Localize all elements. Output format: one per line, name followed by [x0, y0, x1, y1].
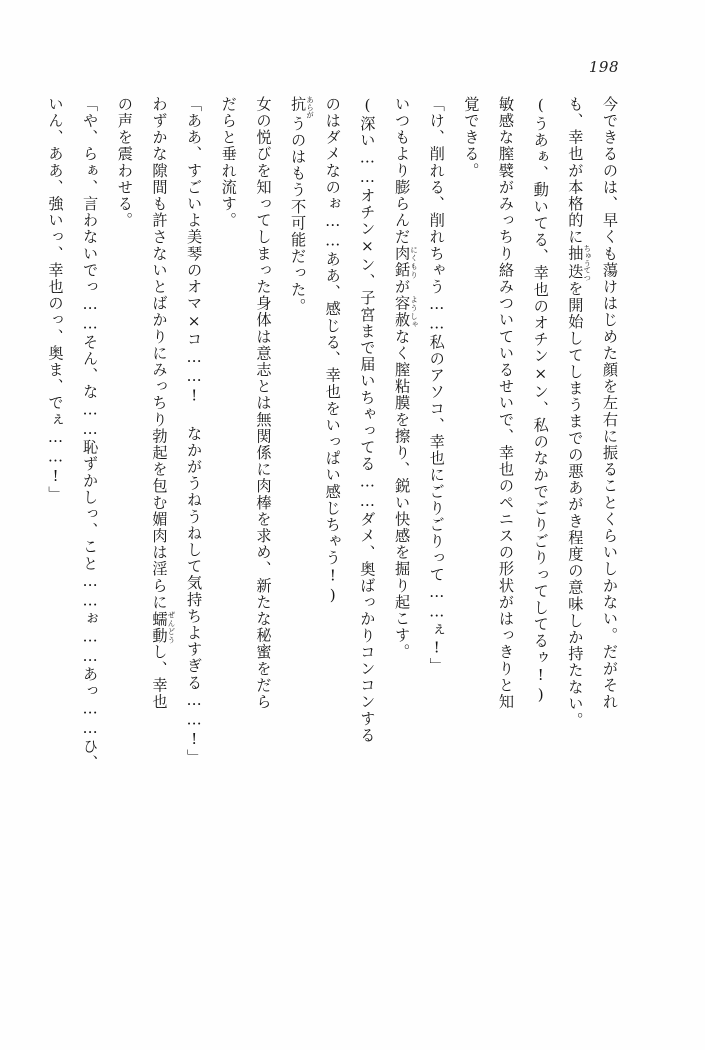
body-line: いつもより膨らんだ肉銛にくもりが容赦ようしゃなく膣粘膜を擦り、鋭い快感を掘り起こす。	[393, 96, 419, 661]
body-line: 「ああ、すごいよ美琴のオマ×コ……! なかがうねうねして気持ちよすぎる……!」	[185, 96, 204, 766]
ruby-肉銛: 肉銛にくもり	[393, 245, 419, 279]
body-line: 今できるのは、早くも蕩けはじめた顔を左右に振ることくらいしかない。だがそれ	[601, 96, 619, 711]
vertical-text-body	[46, 96, 627, 941]
body-line: 敏感な膣襞がみっちり絡みついているせいで、幸也のペニスの形状がはっきりと知	[497, 96, 516, 711]
body-line: のはダメなのぉ……ああ、感じる、幸也をいっぱい感じちゃう!)	[323, 96, 342, 606]
body-line: 抗あらがうのはもう不可能だった。	[289, 96, 315, 315]
ruby-蠕動: 蠕動ぜんどう	[150, 610, 176, 644]
body-line: (うあぁ、動いてる、幸也のオチン×ン、私のなかでごりごりってしてるゥ!)	[531, 96, 550, 705]
ruby-容赦: 容赦ようしゃ	[393, 295, 419, 329]
body-line: わずかな隙間も許さないとばかりにみっちり勃起を包む媚肉は淫らに蠕動ぜんどうし、幸也	[150, 96, 176, 711]
body-line: 「や、らぁ、言わないでっ……そん、な……恥ずかしっ、こと……ぉ……あっ……ひ、	[81, 96, 100, 772]
body-line: 覚できる。	[462, 96, 481, 179]
ruby-抽迭: 抽迭ちゅうてつ	[566, 244, 592, 282]
body-line: も、幸也が本格的に抽迭ちゅうてつを開始してしまうまでの悪あがき程度の意味しか持たない。	[566, 96, 592, 729]
page-number: 198	[588, 58, 619, 76]
body-line: の声を震わせる。	[115, 96, 134, 229]
body-line: だらと垂れ流す。	[219, 96, 238, 229]
body-line: 「け、削れる、削れちゃう……私のアソコ、幸也にごりごりって……ぇ!」	[427, 96, 446, 675]
body-line: (深い……オチン×ン、子宮まで届いちゃってる……ダメ、奥ばっかりコンコンする	[358, 96, 377, 744]
ruby-抗: 抗あらが	[289, 96, 315, 119]
body-line: 女の悦びを知ってしまった身体は意志とは無関係に肉棒を求め、新たな秘蜜をだら	[254, 96, 273, 711]
body-line: いん、ああ、強いっ、幸也のっ、奥ま、でぇ……!」	[46, 96, 65, 503]
